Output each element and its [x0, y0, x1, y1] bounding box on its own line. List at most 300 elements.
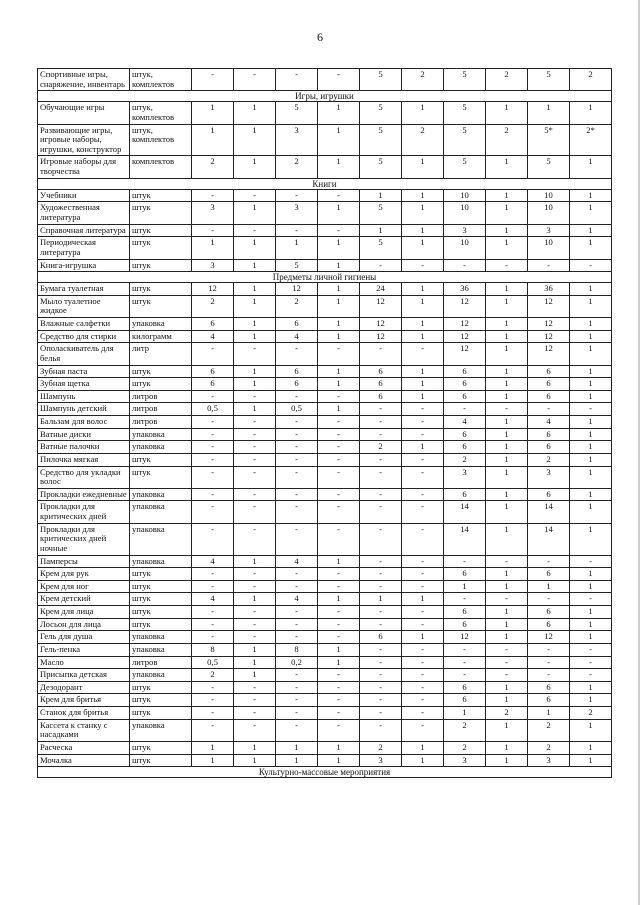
value-cell: 1 — [402, 189, 444, 202]
item-name: Зубная щетка — [38, 378, 130, 391]
value-cell: 6 — [528, 488, 570, 501]
value-cell: 8 — [276, 643, 318, 656]
value-cell: - — [276, 69, 318, 91]
item-name: Обучающие игры — [38, 102, 130, 124]
item-unit: упаковка — [130, 643, 192, 656]
value-cell: - — [318, 441, 360, 454]
value-cell: 1 — [570, 568, 612, 581]
value-cell: 1 — [402, 754, 444, 767]
value-cell: - — [318, 523, 360, 555]
value-cell: - — [570, 643, 612, 656]
value-cell: - — [570, 555, 612, 568]
value-cell: 1 — [528, 580, 570, 593]
value-cell: 5 — [360, 156, 402, 178]
value-cell: 1 — [486, 466, 528, 488]
item-name: Учебники — [38, 189, 130, 202]
item-name: Справочная литература — [38, 224, 130, 237]
value-cell: - — [276, 453, 318, 466]
value-cell: - — [276, 719, 318, 741]
value-cell: 3 — [360, 754, 402, 767]
table-row — [38, 295, 612, 317]
value-cell: 4 — [192, 555, 234, 568]
value-cell: - — [402, 523, 444, 555]
value-cell: 5 — [528, 156, 570, 178]
value-cell: 1 — [360, 224, 402, 237]
item-name: Средство для стирки — [38, 330, 130, 343]
value-cell: 1 — [486, 741, 528, 754]
value-cell: - — [192, 453, 234, 466]
value-cell: - — [360, 501, 402, 523]
item-name: Развивающие игры, игровые наборы, игрушки, конструктор — [38, 124, 130, 156]
item-name: Масло — [38, 656, 130, 669]
value-cell: - — [360, 694, 402, 707]
value-cell: 6 — [444, 606, 486, 619]
item-unit: литров — [130, 390, 192, 403]
item-unit: литр — [130, 343, 192, 365]
value-cell: 1 — [486, 416, 528, 429]
value-cell: 14 — [528, 501, 570, 523]
table-row — [38, 124, 612, 156]
value-cell: 1 — [318, 378, 360, 391]
value-cell: 1 — [570, 189, 612, 202]
value-cell: 6 — [528, 694, 570, 707]
value-cell: 1 — [402, 441, 444, 454]
section-header-row — [38, 91, 612, 102]
value-cell: 1 — [486, 631, 528, 644]
item-name: Крем для рук — [38, 568, 130, 581]
item-unit: штук, комплектов — [130, 124, 192, 156]
value-cell: 3 — [276, 124, 318, 156]
value-cell: - — [276, 568, 318, 581]
value-cell: 0,5 — [276, 403, 318, 416]
table-row — [38, 453, 612, 466]
value-cell: - — [360, 643, 402, 656]
value-cell: - — [276, 631, 318, 644]
value-cell: - — [276, 580, 318, 593]
value-cell: 6 — [444, 681, 486, 694]
value-cell: 1 — [318, 318, 360, 331]
value-cell: 1 — [234, 741, 276, 754]
value-cell: - — [318, 631, 360, 644]
value-cell: 6 — [528, 390, 570, 403]
table-row — [38, 555, 612, 568]
value-cell: 1 — [570, 681, 612, 694]
item-unit: литров — [130, 403, 192, 416]
item-unit: штук — [130, 202, 192, 224]
value-cell: - — [234, 224, 276, 237]
value-cell: 2 — [570, 69, 612, 91]
table-row — [38, 523, 612, 555]
value-cell: - — [192, 618, 234, 631]
value-cell: - — [402, 669, 444, 682]
value-cell: 1 — [402, 741, 444, 754]
value-cell: - — [402, 555, 444, 568]
value-cell: 6 — [528, 606, 570, 619]
value-cell: 1 — [318, 643, 360, 656]
value-cell: 1 — [318, 237, 360, 259]
item-name: Прокладки ежедневные — [38, 488, 130, 501]
value-cell: 12 — [444, 318, 486, 331]
value-cell: - — [234, 681, 276, 694]
value-cell: 6 — [192, 318, 234, 331]
value-cell: - — [318, 707, 360, 720]
table-row — [38, 656, 612, 669]
value-cell: 1 — [570, 488, 612, 501]
value-cell: - — [276, 428, 318, 441]
value-cell: 24 — [360, 283, 402, 296]
item-unit: комплектов — [130, 156, 192, 178]
table-row — [38, 390, 612, 403]
value-cell: - — [402, 466, 444, 488]
value-cell: 1 — [486, 378, 528, 391]
value-cell: 1 — [234, 403, 276, 416]
value-cell: 5 — [444, 124, 486, 156]
value-cell: - — [360, 707, 402, 720]
value-cell: 6 — [444, 694, 486, 707]
value-cell: 1 — [486, 318, 528, 331]
value-cell: - — [360, 488, 402, 501]
value-cell: - — [192, 523, 234, 555]
value-cell: 1 — [486, 568, 528, 581]
value-cell: 1 — [402, 237, 444, 259]
item-unit: упаковка — [130, 631, 192, 644]
value-cell: - — [570, 669, 612, 682]
value-cell: - — [486, 656, 528, 669]
value-cell: 1 — [276, 754, 318, 767]
value-cell: 2 — [192, 295, 234, 317]
value-cell: 1 — [402, 224, 444, 237]
value-cell: - — [234, 631, 276, 644]
value-cell: 2 — [276, 295, 318, 317]
value-cell: - — [318, 416, 360, 429]
value-cell: 1 — [570, 295, 612, 317]
value-cell: - — [402, 606, 444, 619]
item-name: Прокладки для критических дней ночные — [38, 523, 130, 555]
value-cell: 1 — [486, 343, 528, 365]
table-row — [38, 606, 612, 619]
item-unit: упаковка — [130, 488, 192, 501]
value-cell: 1 — [318, 283, 360, 296]
value-cell: 2 — [360, 741, 402, 754]
value-cell: - — [570, 259, 612, 272]
item-unit: штук — [130, 259, 192, 272]
table-row — [38, 488, 612, 501]
value-cell: 1 — [192, 741, 234, 754]
value-cell: 1 — [486, 202, 528, 224]
item-unit: литров — [130, 416, 192, 429]
value-cell: 1 — [570, 416, 612, 429]
value-cell: - — [486, 555, 528, 568]
value-cell: 4 — [444, 416, 486, 429]
value-cell: 1 — [570, 631, 612, 644]
value-cell: 6 — [444, 365, 486, 378]
value-cell: - — [276, 416, 318, 429]
value-cell: 4 — [276, 555, 318, 568]
value-cell: 5 — [360, 202, 402, 224]
value-cell: 1 — [360, 593, 402, 606]
item-name: Лосьон для лица — [38, 618, 130, 631]
item-unit: упаковка — [130, 428, 192, 441]
value-cell: - — [318, 568, 360, 581]
item-name: Игровые наборы для творчества — [38, 156, 130, 178]
value-cell: - — [234, 580, 276, 593]
item-unit: упаковка — [130, 501, 192, 523]
value-cell: 1 — [234, 259, 276, 272]
value-cell: 1 — [234, 295, 276, 317]
value-cell: - — [192, 488, 234, 501]
item-unit: упаковка — [130, 555, 192, 568]
value-cell: - — [192, 441, 234, 454]
value-cell: 1 — [570, 453, 612, 466]
value-cell: - — [192, 694, 234, 707]
value-cell: - — [570, 403, 612, 416]
value-cell: - — [192, 428, 234, 441]
item-name: Расческа — [38, 741, 130, 754]
value-cell: - — [402, 707, 444, 720]
value-cell: 12 — [528, 318, 570, 331]
value-cell: - — [486, 403, 528, 416]
table-row — [38, 754, 612, 767]
value-cell: 6 — [528, 428, 570, 441]
value-cell: 1 — [486, 580, 528, 593]
value-cell: 1 — [486, 330, 528, 343]
value-cell: 4 — [276, 330, 318, 343]
value-cell: 14 — [444, 501, 486, 523]
value-cell: 2 — [528, 741, 570, 754]
item-name: Гель-пенка — [38, 643, 130, 656]
value-cell: - — [360, 523, 402, 555]
item-unit: штук — [130, 189, 192, 202]
value-cell: 1 — [234, 378, 276, 391]
value-cell: - — [318, 466, 360, 488]
value-cell: 4 — [192, 330, 234, 343]
value-cell: 5 — [360, 102, 402, 124]
value-cell: - — [528, 555, 570, 568]
value-cell: - — [402, 501, 444, 523]
value-cell: - — [318, 224, 360, 237]
value-cell: - — [276, 189, 318, 202]
value-cell: 5 — [444, 69, 486, 91]
item-unit: упаковка — [130, 719, 192, 741]
value-cell: 6 — [444, 378, 486, 391]
value-cell: - — [192, 343, 234, 365]
value-cell: - — [570, 593, 612, 606]
value-cell: 6 — [444, 390, 486, 403]
item-unit: штук — [130, 741, 192, 754]
value-cell: - — [402, 453, 444, 466]
value-cell: - — [402, 403, 444, 416]
value-cell: - — [234, 189, 276, 202]
value-cell: 1 — [486, 428, 528, 441]
value-cell: - — [234, 694, 276, 707]
item-name: Мыло туалетное жидкое — [38, 295, 130, 317]
item-unit: штук — [130, 224, 192, 237]
table-row — [38, 365, 612, 378]
value-cell: - — [192, 719, 234, 741]
value-cell: 1 — [402, 156, 444, 178]
value-cell: 1 — [528, 102, 570, 124]
value-cell: 1 — [570, 378, 612, 391]
value-cell: 14 — [528, 523, 570, 555]
item-unit: штук, комплектов — [130, 102, 192, 124]
value-cell: - — [360, 466, 402, 488]
value-cell: - — [402, 416, 444, 429]
table-row — [38, 643, 612, 656]
table-row — [38, 416, 612, 429]
section-title: Предметы личной гигиены — [38, 272, 612, 283]
table-row — [38, 102, 612, 124]
item-unit: штук — [130, 593, 192, 606]
value-cell: - — [234, 390, 276, 403]
item-name: Мочалка — [38, 754, 130, 767]
value-cell: 12 — [444, 330, 486, 343]
norms-table — [37, 68, 612, 778]
value-cell: 1 — [234, 102, 276, 124]
table-row — [38, 466, 612, 488]
value-cell: 1 — [318, 124, 360, 156]
value-cell: - — [318, 390, 360, 403]
value-cell: - — [276, 694, 318, 707]
value-cell: 2 — [192, 156, 234, 178]
value-cell: - — [234, 523, 276, 555]
value-cell: 1 — [570, 618, 612, 631]
value-cell: - — [444, 593, 486, 606]
value-cell: 1 — [570, 754, 612, 767]
value-cell: 3 — [444, 754, 486, 767]
value-cell: 6 — [444, 568, 486, 581]
value-cell: - — [192, 189, 234, 202]
item-name: Влажные салфетки — [38, 318, 130, 331]
value-cell: 4 — [192, 593, 234, 606]
value-cell: 12 — [528, 295, 570, 317]
table-row — [38, 719, 612, 741]
value-cell: 1 — [570, 428, 612, 441]
value-cell: 1 — [570, 202, 612, 224]
value-cell: 1 — [318, 656, 360, 669]
table-row — [38, 283, 612, 296]
value-cell: 12 — [444, 343, 486, 365]
value-cell: 1 — [318, 365, 360, 378]
value-cell: - — [444, 555, 486, 568]
value-cell: - — [402, 488, 444, 501]
value-cell: - — [528, 643, 570, 656]
value-cell: 1 — [570, 741, 612, 754]
value-cell: 1 — [234, 156, 276, 178]
value-cell: 3 — [276, 202, 318, 224]
item-name: Ватные диски — [38, 428, 130, 441]
value-cell: - — [234, 69, 276, 91]
table-row — [38, 343, 612, 365]
value-cell: 6 — [444, 428, 486, 441]
item-name: Ополаскиватель для белья — [38, 343, 130, 365]
table-row — [38, 237, 612, 259]
item-unit: штук — [130, 568, 192, 581]
value-cell: 1 — [234, 365, 276, 378]
value-cell: 1 — [486, 237, 528, 259]
value-cell: 1 — [192, 754, 234, 767]
value-cell: - — [276, 390, 318, 403]
value-cell: - — [276, 523, 318, 555]
item-unit: штук — [130, 295, 192, 317]
value-cell: 1 — [486, 441, 528, 454]
value-cell: - — [402, 719, 444, 741]
value-cell: 1 — [318, 555, 360, 568]
value-cell: - — [360, 343, 402, 365]
value-cell: 10 — [528, 237, 570, 259]
value-cell: 1 — [402, 318, 444, 331]
value-cell: 2 — [276, 156, 318, 178]
value-cell: 1 — [570, 102, 612, 124]
value-cell: - — [486, 669, 528, 682]
table-row — [38, 669, 612, 682]
value-cell: 1 — [318, 156, 360, 178]
value-cell: 12 — [276, 283, 318, 296]
value-cell: 1 — [318, 741, 360, 754]
value-cell: - — [444, 669, 486, 682]
value-cell: 1 — [570, 343, 612, 365]
table-row — [38, 568, 612, 581]
table-row — [38, 156, 612, 178]
value-cell: 1 — [318, 202, 360, 224]
value-cell: - — [360, 416, 402, 429]
value-cell: 2 — [444, 719, 486, 741]
value-cell: 10 — [444, 202, 486, 224]
value-cell: 1 — [570, 580, 612, 593]
value-cell: 12 — [528, 330, 570, 343]
value-cell: 1 — [486, 523, 528, 555]
value-cell: 6 — [360, 390, 402, 403]
item-name: Пилочка мягкая — [38, 453, 130, 466]
value-cell: - — [402, 618, 444, 631]
item-unit: штук — [130, 378, 192, 391]
table-row — [38, 501, 612, 523]
value-cell: - — [276, 707, 318, 720]
value-cell: 6 — [192, 378, 234, 391]
value-cell: 1 — [402, 283, 444, 296]
value-cell: 5 — [360, 237, 402, 259]
value-cell: 1 — [486, 295, 528, 317]
value-cell: 5* — [528, 124, 570, 156]
value-cell: 1 — [486, 102, 528, 124]
value-cell: 10 — [444, 189, 486, 202]
value-cell: 1 — [318, 593, 360, 606]
value-cell: 10 — [444, 237, 486, 259]
value-cell: - — [192, 580, 234, 593]
section-title: Игры, игрушки — [38, 91, 612, 102]
value-cell: 6 — [444, 618, 486, 631]
value-cell: 2 — [528, 719, 570, 741]
item-name: Кассета к станку с насадками — [38, 719, 130, 741]
value-cell: - — [486, 259, 528, 272]
value-cell: 1 — [486, 719, 528, 741]
item-unit: штук — [130, 283, 192, 296]
value-cell: - — [486, 643, 528, 656]
table-row — [38, 403, 612, 416]
table-row — [38, 441, 612, 454]
value-cell: 4 — [276, 593, 318, 606]
value-cell: 1 — [234, 593, 276, 606]
value-cell: 12 — [360, 330, 402, 343]
value-cell: 1 — [444, 580, 486, 593]
value-cell: - — [276, 501, 318, 523]
item-name: Спортивные игры, снаряжение, инвентарь — [38, 69, 130, 91]
value-cell: 0,5 — [192, 403, 234, 416]
value-cell: 1 — [570, 283, 612, 296]
table-row — [38, 681, 612, 694]
value-cell: 6 — [192, 365, 234, 378]
value-cell: 1 — [234, 124, 276, 156]
value-cell: 1 — [570, 719, 612, 741]
